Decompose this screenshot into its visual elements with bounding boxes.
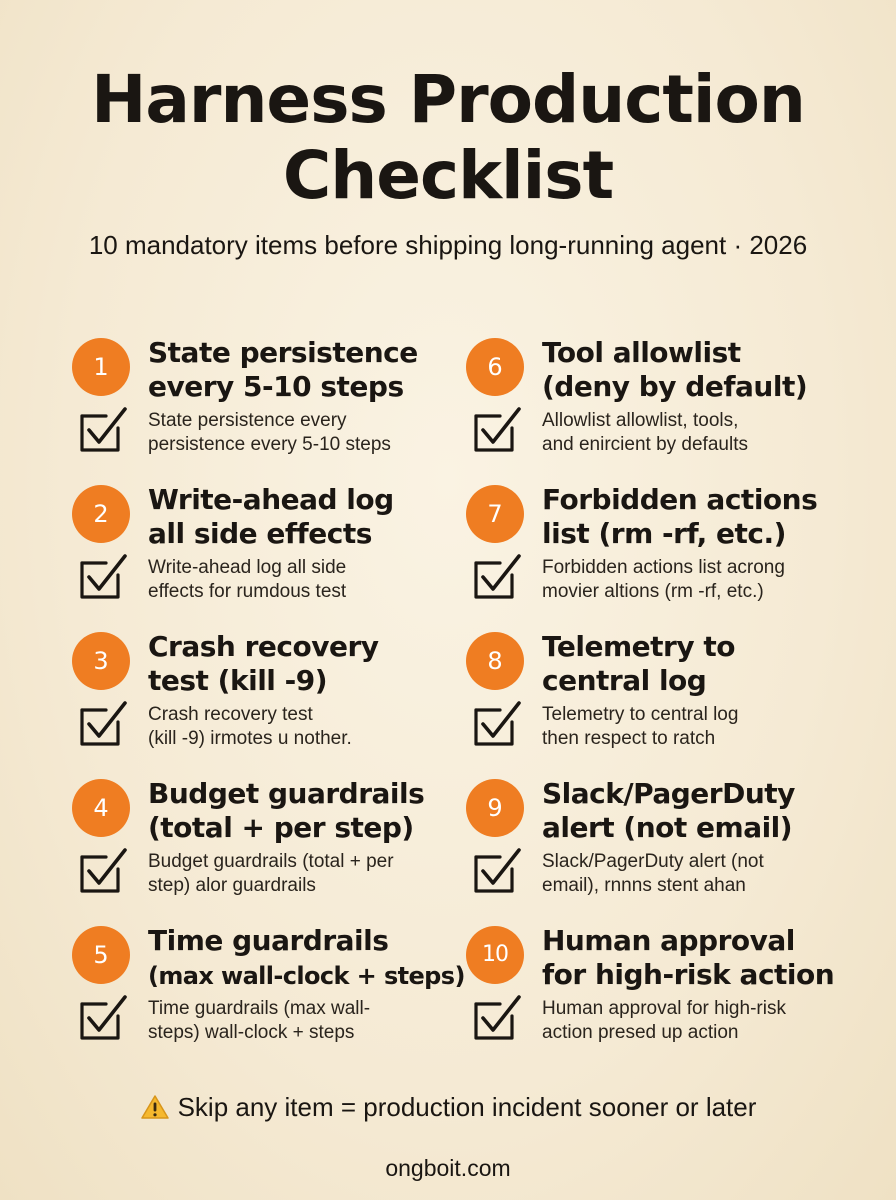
- item-description: Telemetry to central log then respect to ratch: [542, 704, 739, 749]
- item-title: Slack/PagerDuty alert (not email): [542, 777, 795, 844]
- warning-banner: [0, 1092, 896, 1123]
- checklist-item: [72, 483, 472, 630]
- checkbox-icon: [472, 700, 524, 748]
- checkbox-icon: [472, 553, 524, 601]
- item-number-badge: 2: [72, 485, 130, 543]
- item-title: Crash recovery test (kill -9): [148, 630, 379, 697]
- item-title: Budget guardrails (total + per step): [148, 777, 425, 844]
- checklist-column-left: [72, 336, 472, 1071]
- item-description: Slack/PagerDuty alert (not email), rnnns stent ahan: [542, 851, 764, 896]
- item-number-badge: 4: [72, 779, 130, 837]
- page-title: Harness Production Checklist: [91, 61, 805, 214]
- checkbox-icon: [78, 994, 130, 1042]
- checkbox-icon: [78, 700, 130, 748]
- item-title: Telemetry to central log: [542, 630, 735, 697]
- item-title: Human approval for high-risk action: [542, 924, 835, 991]
- checkbox-icon: [78, 406, 130, 454]
- item-number-badge: 5: [72, 926, 130, 984]
- checklist-item: [466, 336, 866, 483]
- item-description: State persistence every persistence every 5-10 steps: [148, 410, 391, 455]
- item-title: Tool allowlist (deny by default): [542, 336, 808, 403]
- footer-domain: ongboit.com: [385, 1155, 511, 1181]
- item-title: State persistence every 5-10 steps: [148, 336, 418, 403]
- checkbox-icon: [78, 553, 130, 601]
- item-description: Write-ahead log all side effects for rumdous test: [148, 557, 347, 602]
- page-subtitle: 10 mandatory items before shipping long-running agent · 2026: [88, 230, 808, 260]
- item-number-badge: 10: [466, 926, 524, 984]
- item-description: Crash recovery test (kill -9) irmotes u nother.: [148, 704, 352, 749]
- item-description: Forbidden actions list acrong movier altions (rm -rf, etc.): [542, 557, 785, 602]
- checkbox-icon: [472, 847, 524, 895]
- checkbox-icon: [472, 406, 524, 454]
- item-title: Forbidden actions list (rm -rf, etc.): [542, 483, 818, 550]
- item-number-badge: 9: [466, 779, 524, 837]
- checkbox-icon: [78, 847, 130, 895]
- item-description: Time guardrails (max wall- steps) wall-clock + steps: [148, 998, 371, 1043]
- item-description: Human approval for high-risk action presed up action: [542, 998, 786, 1043]
- item-title: Time guardrails (max wall-clock + steps): [148, 924, 465, 990]
- warning-text: Skip any item = production incident sooner or later: [177, 1092, 757, 1122]
- checklist-item: [72, 777, 472, 924]
- checklist-item: [466, 924, 866, 1071]
- checklist-item: [72, 924, 472, 1071]
- item-number-badge: 7: [466, 485, 524, 543]
- checklist-item: [466, 777, 866, 924]
- checklist-column-right: [466, 336, 866, 1071]
- checklist-item: [72, 630, 472, 777]
- checklist-item: [72, 336, 472, 483]
- item-description: Allowlist allowlist, tools, and enircient by defaults: [542, 410, 748, 455]
- checkbox-icon: [472, 994, 524, 1042]
- item-title: Write-ahead log all side effects: [148, 483, 394, 550]
- item-number-badge: 3: [72, 632, 130, 690]
- warning-icon: [140, 1094, 170, 1120]
- item-description: Budget guardrails (total + per step) alor guardrails: [148, 851, 394, 896]
- item-number-badge: 6: [466, 338, 524, 396]
- checklist-item: [466, 483, 866, 630]
- item-number-badge: 8: [466, 632, 524, 690]
- checklist-item: [466, 630, 866, 777]
- item-number-badge: 1: [72, 338, 130, 396]
